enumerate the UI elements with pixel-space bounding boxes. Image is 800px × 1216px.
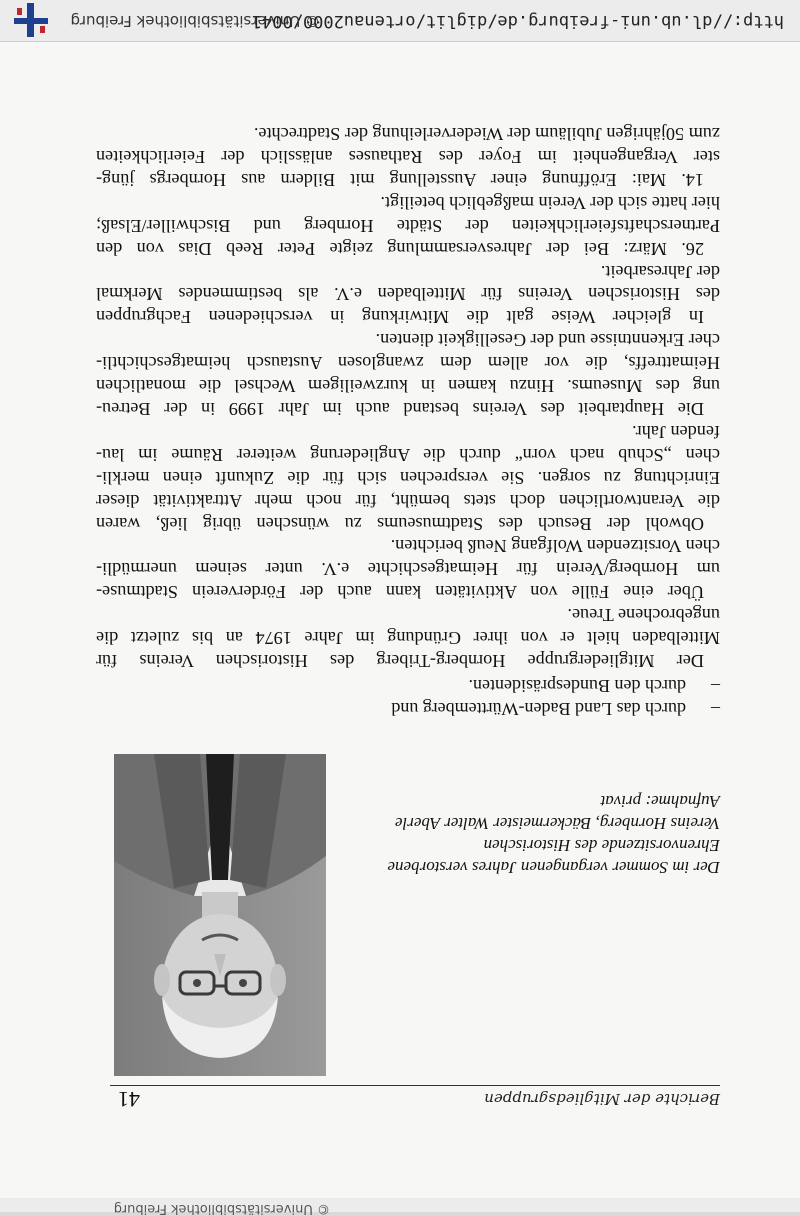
text-line: Obwohl der Besuch des Stadtmuseums zu wünschen übrig ließ, waren xyxy=(96,513,704,534)
text-line: des Historischen Vereins für Mittelbaden e.V. als bestimmendes Merkmal xyxy=(96,284,720,305)
text-line: In gleicher Weise galt die Mitwirkung in verschiedenen Fachgruppen xyxy=(96,307,704,328)
caption-line: Vereins Hornberg, Bäckermeister Walter Aberle xyxy=(395,814,720,833)
text-line: die Verantwortlichen doch stets bemüht, für noch mehr Attraktivität dieser xyxy=(96,490,720,511)
top-viewer-bar xyxy=(0,1198,800,1216)
caption-line: Der im Sommer vergangenen Jahres verstorbene xyxy=(387,858,720,877)
university-library-logo-icon xyxy=(14,3,48,37)
bullet-item xyxy=(100,674,720,697)
bullet-text: durch das Land Baden-Württemberg und xyxy=(391,699,686,719)
text-line: Partnerschaftsfeierlichkeiten der Städte Hornberg und Bischwiller/Elsaß; xyxy=(96,215,720,236)
text-line: ung des Museums. Hinzu kamen in kurzweiligem Wechsel die monatlichen xyxy=(96,376,720,397)
portrait-photo-icon xyxy=(114,754,326,1076)
caption-line: Ehrenvorsitzende des Historischen xyxy=(483,836,720,855)
bullet-dash: – xyxy=(711,699,720,719)
text-line: hier hatte sich der Verein maßgeblich beteiligt. xyxy=(380,192,720,213)
body-text xyxy=(96,122,720,672)
bullet-text: durch den Bundespräsidenten. xyxy=(468,676,686,696)
text-line: Heimattreffs, die vor allem dem zwanglosen Austausch heimatgeschichtli- xyxy=(96,353,720,374)
text-line: fenden Jahr. xyxy=(632,421,720,442)
document-url[interactable]: http://dl.ub.uni-freiburg.de/diglit/ortenau2000/0041 xyxy=(251,11,784,31)
text-line: Die Hauptarbeit des Vereins bestand auch im Jahr 1999 in der Betreu- xyxy=(96,399,704,420)
text-line: chen Vorsitzenden Wolfgang Neuß berichten. xyxy=(390,536,720,557)
text-line: chen „Schub nach vorn“ durch die Angliederung weiterer Räume im lau- xyxy=(96,444,720,465)
text-line: ungebrochene Treue. xyxy=(567,605,720,626)
running-head: Berichte der Mitgliedsgruppen xyxy=(484,1090,720,1108)
copyright-notice: © Universitätsbibliothek Freiburg xyxy=(70,12,320,30)
bullet-dash: – xyxy=(711,676,720,696)
text-line: zum 50jährigen Jubiläum der Wiederverleihung der Stadtrechte. xyxy=(253,124,720,145)
bullet-list xyxy=(100,674,720,720)
scanned-page xyxy=(0,42,800,1198)
portrait-photo xyxy=(114,754,326,1076)
viewer-url-bar xyxy=(0,0,800,42)
text-line: Über eine Fülle von Aktivitäten kann auch der Förderverein Stadtmuse- xyxy=(96,582,704,603)
photo-credit: Aufnahme: privat xyxy=(600,792,720,811)
bullet-item xyxy=(100,697,720,720)
text-line: Einrichtung zu sorgen. Sie versprechen sich für die Zukunft einen merkli- xyxy=(96,467,720,488)
text-line: um Hornberg/Verein für Heimatgeschichte e.V. unter seinem unermüdli- xyxy=(96,559,720,580)
text-line: 26. März: Bei der Jahresversammlung zeigte Peter Reeb Dias von den xyxy=(96,238,704,259)
header-rule xyxy=(110,1085,720,1086)
text-line: cher Erkenntnisse und der Geselligkeit dienten. xyxy=(375,330,720,351)
text-line: der Jahresarbeit. xyxy=(600,261,720,282)
text-line: ster Vergangenheit im Foyer des Rathauses anlässlich der Feierlichkeiten xyxy=(96,147,720,168)
text-line: Mittelbaden hielt er von ihrer Gründung im Jahre 1974 an bis zuletzt die xyxy=(96,628,720,649)
text-line: 14. Mai: Eröffnung einer Ausstellung mit Bildern aus Hornbergs jüng- xyxy=(96,169,704,190)
top-copyright: © Universitätsbibliothek Freiburg xyxy=(113,1201,330,1216)
page-number: 41 xyxy=(118,1087,140,1112)
photo-caption xyxy=(340,790,720,878)
text-line: Der Mitgliedergruppe Hornberg-Triberg des Historischen Vereins für xyxy=(96,651,704,671)
